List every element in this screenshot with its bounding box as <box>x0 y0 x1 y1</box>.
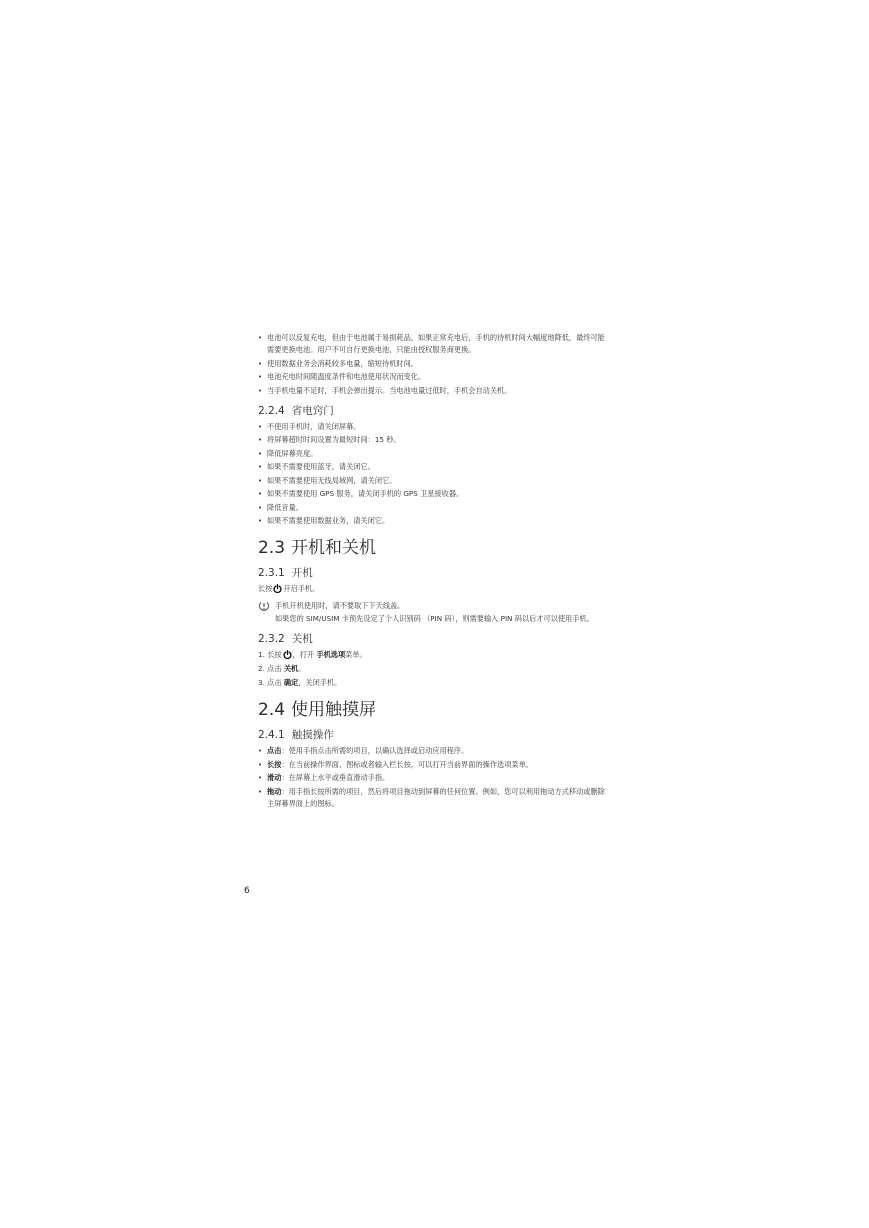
term: 长按 <box>267 759 282 769</box>
section-number: 2.2.4 <box>258 404 285 417</box>
list-item: • 将屏幕超时时间设置为最短时间：15 秒。 <box>258 434 608 446</box>
instruction-text: 开启手机。 <box>283 584 320 593</box>
list-item <box>258 759 608 771</box>
step-text: 菜单。 <box>345 650 367 659</box>
step-text: 3. 点击 <box>258 678 284 687</box>
list-item: • 如果不需要使用 GPS 服务，请关闭手机的 GPS 卫星接收器。 <box>258 488 608 500</box>
step-text: ，打开 <box>292 650 317 659</box>
list-item: • 降低屏幕亮度。 <box>258 448 608 460</box>
list-item <box>258 745 608 757</box>
step-text: 2. 点击 <box>258 664 284 673</box>
list-item: • 如果不需要使用数据业务，请关闭它。 <box>258 515 608 527</box>
term-description: ：使用手指点击所需的项目，以确认选择或启动应用程序。 <box>281 746 469 755</box>
list-item <box>258 786 608 810</box>
section-heading-2-3-1 <box>258 566 608 580</box>
step-text: 1. 长按 <box>258 650 282 659</box>
power-off-steps <box>258 649 608 689</box>
step-item <box>258 649 608 661</box>
list-item: • 如果不需要使用蓝牙，请关闭它。 <box>258 461 608 473</box>
list-item: • 电池充电时间随温度条件和电池使用状况而变化。 <box>258 371 608 383</box>
list-item: • 使用数据业务会消耗较多电量，缩短待机时间。 <box>258 358 608 370</box>
section-title: 开机 <box>291 567 313 579</box>
list-item: • 不使用手机时，请关闭屏幕。 <box>258 421 608 433</box>
power-on-instruction <box>258 583 608 595</box>
option-name: 确定 <box>283 678 299 687</box>
section-heading-2-3-2 <box>258 632 608 646</box>
step-item <box>258 677 608 689</box>
section-number: 2.3.2 <box>258 633 285 645</box>
section-title: 使用触摸屏 <box>291 700 377 720</box>
section-heading-2-4 <box>258 699 608 721</box>
section-heading-2-4-1 <box>258 728 608 742</box>
note-line-1: 手机开机使用时，请不要取下下天线盖。 <box>275 601 405 610</box>
section-title: 触摸操作 <box>291 729 334 741</box>
step-item <box>258 663 608 675</box>
page-number: 6 <box>244 886 250 896</box>
step-text: ，关闭手机。 <box>298 678 342 687</box>
section-title: 省电窍门 <box>291 404 334 417</box>
instruction-text: 长按 <box>258 584 273 593</box>
power-tips-list <box>258 421 608 528</box>
term: 拖动 <box>267 786 282 796</box>
term-description: ：在屏幕上水平或垂直滑动手指。 <box>281 773 390 782</box>
term-description: ：用手指长按所需的项目，然后将项目拖动到屏幕的任何位置。例如，您可以利用拖动方式移动或删除主屏幕界面上的图标。 <box>267 786 605 808</box>
section-number: 2.3 <box>258 538 286 558</box>
section-number: 2.4.1 <box>258 729 285 741</box>
note-icon <box>258 601 270 612</box>
page-content <box>258 332 608 811</box>
menu-name: 手机选项 <box>316 650 346 659</box>
section-title: 关机 <box>291 633 313 645</box>
section-heading-2-3 <box>258 537 608 559</box>
list-item <box>258 772 608 784</box>
section-number: 2.3.1 <box>258 567 285 579</box>
touch-ops-list <box>258 745 608 810</box>
list-item: • 如果不需要使用无线局域网，请关闭它。 <box>258 475 608 487</box>
list-item: • 降低音量。 <box>258 502 608 514</box>
term: 滑动 <box>267 773 282 782</box>
option-name: 关机 <box>283 664 299 673</box>
note-line-2: 如果您的 SIM/USIM 卡预先设定了个人识别码 （PIN 码），则需要输入 PIN 码以后才可以使用手机。 <box>275 614 594 623</box>
note-block <box>258 600 608 625</box>
section-number: 2.4 <box>258 700 286 720</box>
list-item: • 当手机电量不足时，手机会弹出提示。当电池电量过低时，手机会自动关机。 <box>258 385 608 397</box>
section-heading-2-2-4 <box>258 404 608 418</box>
step-text: 。 <box>298 664 306 673</box>
list-item: • 电池可以反复充电，但由于电池属于易损耗品，如果正常充电后，手机的待机时间大幅度地降低，最终可能需要更换电池。用户不可自行更换电池，只能由授权服务商更换。 <box>258 332 608 356</box>
battery-bullet-list <box>258 332 608 397</box>
power-icon <box>273 584 282 593</box>
term: 点击 <box>267 746 282 755</box>
power-icon <box>283 650 292 659</box>
term-description: ：在当前操作界面、图标或者输入栏长按，可以打开当前界面的操作选项菜单。 <box>281 759 533 769</box>
section-title: 开机和关机 <box>291 538 377 558</box>
